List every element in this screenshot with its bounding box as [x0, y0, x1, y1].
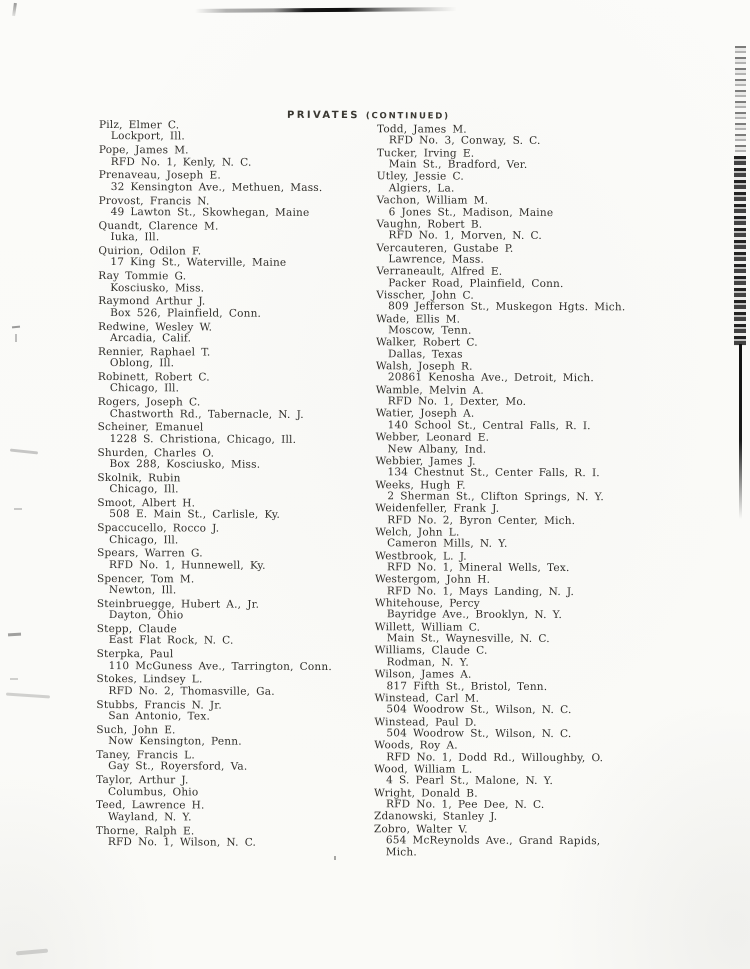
roster-entry: [375, 575, 720, 599]
entry-name: Zdanowski, Stanley J.: [373, 810, 498, 824]
roster-entry: [374, 788, 719, 812]
entry-name: Weeks, Hugh F.: [375, 478, 466, 492]
entry-name: Weidenfeller, Frank J.: [375, 502, 500, 515]
roster-entry: [98, 397, 390, 421]
entry-name: Wright, Donald B.: [374, 786, 478, 800]
entry-name: Spears, Warren G.: [97, 547, 203, 560]
entry-name: Visscher, John C.: [376, 289, 474, 302]
entry-name: Webbier, James J.: [375, 455, 476, 468]
entry-address-line: Mich.: [385, 845, 417, 858]
entry-name: Vercauteren, Gustabe P.: [376, 241, 514, 255]
roster-entry: [98, 221, 390, 245]
entry-name: Winstead, Carl M.: [374, 692, 480, 705]
entry-name: Whitehouse, Percy: [374, 597, 480, 610]
entry-address-line: 134 Chestnut St., Center Falls, R. I.: [387, 466, 600, 480]
entry-address-line: Box 288, Kosciusko, Miss.: [109, 458, 261, 471]
entry-address-line: Main St., Waynesville, N. C.: [386, 632, 550, 646]
roster-entry: [375, 551, 720, 575]
roster-entry: [97, 448, 389, 472]
entry-address-line: Lockport, Ill.: [110, 130, 185, 143]
entry-name: Todd, James M.: [376, 123, 467, 136]
entry-name: Spencer, Tom M.: [96, 572, 195, 586]
entry-address-line: 20861 Kenosha Ave., Detroit, Mich.: [387, 371, 594, 385]
roster-entry: [99, 145, 391, 169]
roster-entry: [377, 124, 722, 148]
entry-name: Taney, Francis L.: [96, 749, 195, 762]
entry-address-line: Kosciusko, Miss.: [110, 281, 205, 295]
entry-address-line: East Flat Rock, N. C.: [108, 634, 234, 648]
entry-name: Westbrook, L. J.: [375, 549, 467, 563]
entry-name: Tucker, Irving E.: [376, 146, 475, 160]
roster-entry: [99, 170, 391, 194]
entry-name: Stokes, Lindsey L.: [96, 673, 203, 686]
roster-entry: [374, 740, 719, 764]
entry-address-line: Moscow, Tenn.: [388, 324, 472, 337]
roster-entry: [96, 674, 388, 698]
entry-name: Wamble, Melvin A.: [375, 383, 484, 397]
entry-name: Stepp, Claude: [96, 623, 178, 636]
entry-address-line: 1228 S. Christiona, Chicago, Ill.: [109, 432, 297, 446]
entry-name: Shurden, Charles O.: [97, 446, 215, 460]
entry-address-line: Bayridge Ave., Brooklyn, N. Y.: [386, 608, 563, 622]
roster-entry: [98, 271, 390, 295]
entry-address-line: Main St., Bradford, Ver.: [388, 158, 528, 171]
roster-column-left: [96, 120, 391, 852]
entry-name: Vaughn, Robert B.: [376, 218, 483, 231]
roster-entry: [376, 385, 721, 409]
entry-name: Rennier, Raphael T.: [97, 345, 211, 359]
roster-entry: [97, 624, 389, 648]
roster-entry: [377, 148, 722, 172]
entry-address-line: New Albany, Ind.: [387, 442, 487, 456]
entry-address-line: 504 Woodrow St., Wilson, N. C.: [386, 727, 572, 741]
entry-name: Rogers, Joseph C.: [97, 396, 201, 409]
entry-name: Williams, Claude C.: [374, 644, 488, 658]
roster-entry: [376, 338, 721, 362]
roster-entry: [97, 523, 389, 547]
roster-entry: [98, 296, 390, 320]
entry-address-line: RFD No. 1, Dodd Rd., Willoughby, O.: [386, 750, 604, 764]
roster-entry: [375, 646, 720, 670]
entry-address-line: Dayton, Ohio: [108, 609, 184, 622]
entry-address-line: RFD No. 1, Hunnewell, Ky.: [109, 558, 266, 572]
roster-entry: [96, 725, 388, 749]
entry-address-line: 817 Fifth St., Bristol, Tenn.: [386, 679, 548, 693]
entry-name: Such, John E.: [96, 723, 176, 737]
entry-name: Steinbruegge, Hubert A., Jr.: [96, 597, 260, 611]
entry-name: Walsh, Joseph R.: [375, 360, 473, 373]
entry-name: Watier, Joseph A.: [375, 407, 475, 421]
roster-entry: [375, 669, 720, 693]
entry-address-line: RFD No. 1, Wilson, N. C.: [107, 836, 257, 849]
entry-name: Utley, Jessie C.: [376, 170, 464, 183]
entry-address-line: Oblong, Ill.: [109, 357, 175, 370]
entry-address-line: 49 Lawton St., Skowhegan, Maine: [110, 206, 310, 219]
entry-address-line: 17 King St., Waterville, Maine: [110, 256, 287, 270]
entry-name: Westergom, John H.: [374, 573, 491, 587]
roster-entry: [374, 824, 719, 860]
entry-name: Robinett, Robert C.: [97, 371, 210, 384]
entry-name: Willett, William C.: [374, 620, 481, 634]
entry-name: Scheiner, Emanuel: [97, 421, 204, 434]
roster-entry: [97, 649, 389, 673]
entry-name: Prenaveau, Joseph E.: [98, 169, 221, 182]
roster-entry: [97, 599, 389, 623]
roster-entry: [376, 361, 721, 385]
entry-name: Welch, John L.: [375, 526, 460, 539]
roster-entry: [98, 322, 390, 346]
roster-entry: [375, 598, 720, 622]
entry-address-line: Columbus, Ohio: [108, 785, 199, 799]
entry-address-line: Packer Road, Plainfield, Conn.: [388, 276, 564, 290]
entry-name: Redwine, Wesley W.: [98, 320, 213, 334]
entry-name: Teed, Lawrence H.: [95, 799, 205, 812]
entry-address-line: 809 Jefferson St., Muskegon Hgts. Mich.: [388, 300, 626, 314]
entry-name: Pilz, Elmer C.: [98, 118, 180, 132]
entry-name: Pope, James M.: [98, 144, 189, 157]
entry-address-line: RFD No. 1, Mineral Wells, Tex.: [387, 561, 570, 575]
entry-name: Wood, William L.: [374, 763, 473, 776]
entry-name: Zobro, Walter V.: [373, 822, 468, 836]
roster-entry: [374, 693, 719, 717]
entry-address-line: Rodman, N. Y.: [386, 656, 469, 669]
entry-name: Sterpka, Paul: [96, 648, 174, 661]
roster-entry: [376, 314, 721, 338]
entry-address-line: Algiers, La.: [388, 182, 455, 195]
entry-address-line: RFD No. 2, Byron Center, Mich.: [387, 513, 576, 527]
entry-address-line: 654 McReynolds Ave., Grand Rapids,: [385, 834, 601, 848]
roster-entry: [377, 172, 722, 196]
entry-name: Taylor, Arthur J.: [96, 774, 189, 787]
entry-address-line: Gay St., Royersford, Va.: [108, 760, 248, 774]
entry-address-line: Chicago, Ill.: [109, 483, 179, 496]
entry-address-line: Dallas, Texas: [387, 347, 463, 361]
entry-name: Raymond Arthur J.: [98, 295, 206, 308]
roster-entry: [98, 347, 390, 371]
roster-entry: [99, 120, 391, 144]
roster-entry: [375, 527, 720, 551]
entry-name: Skolnik, Rubin: [97, 471, 181, 485]
entry-address-line: San Antonio, Tex.: [108, 710, 211, 723]
roster-entry: [376, 219, 721, 243]
roster-entry: [98, 422, 390, 446]
entry-address-line: RFD No. 1, Dexter, Mo.: [387, 395, 527, 409]
entry-name: Stubbs, Francis N. Jr.: [96, 698, 222, 712]
entry-address-line: RFD No. 2, Thomasville, Ga.: [108, 684, 275, 698]
entry-address-line: RFD No. 1, Pee Dee, N. C.: [385, 798, 545, 812]
entry-name: Ray Tommie G.: [98, 270, 187, 283]
entry-address-line: 4 S. Pearl St., Malone, N. Y.: [386, 774, 554, 788]
page-title: [287, 103, 450, 123]
roster-entry: [376, 290, 721, 314]
entry-name: Thorne, Ralph E.: [95, 824, 195, 838]
roster-entry: [97, 548, 389, 572]
roster-entry: [97, 498, 389, 522]
entry-name: Wilson, James A.: [374, 668, 472, 681]
entry-name: Winstead, Paul D.: [374, 715, 477, 729]
entry-address-line: Iuka, Ill.: [110, 231, 160, 244]
entry-name: Vachon, William M.: [376, 194, 489, 207]
entry-address-line: Cameron Mills, N. Y.: [387, 537, 508, 551]
entry-name: Quirion, Odilon F.: [98, 245, 202, 258]
page-title-continued: (CONTINUED): [365, 111, 450, 122]
roster-entry: [377, 195, 722, 219]
roster-entry: [375, 503, 720, 527]
entry-address-line: Newton, Ill.: [108, 584, 177, 597]
roster-entry: [375, 480, 720, 504]
roster-entry: [376, 243, 721, 267]
entry-address-line: Now Kensington, Penn.: [108, 735, 242, 748]
entry-address-line: 140 School St., Central Falls, R. I.: [387, 419, 591, 432]
entry-name: Provost, Francis N.: [98, 194, 210, 208]
roster-entry: [376, 266, 721, 290]
roster-entry: [98, 372, 390, 396]
entry-address-line: RFD No. 3, Conway, S. C.: [388, 134, 541, 148]
entry-address-line: RFD No. 1, Mays Landing, N. J.: [386, 585, 575, 598]
roster-entry: [96, 700, 388, 724]
entry-name: Walker, Robert C.: [376, 336, 478, 349]
entry-name: Smoot, Albert H.: [97, 497, 196, 510]
entry-address-line: Chastworth Rd., Tabernacle, N. J.: [109, 407, 304, 421]
roster-entry: [96, 750, 388, 774]
entry-name: Webber, Leonard E.: [375, 431, 490, 444]
entry-name: Wade, Ellis M.: [376, 312, 461, 326]
roster-entry: [96, 775, 388, 799]
roster-entry: [97, 574, 389, 598]
entry-address-line: Chicago, Ill.: [109, 382, 180, 395]
entry-address-line: 32 Kensington Ave., Methuen, Mass.: [110, 180, 323, 194]
entry-name: Woods, Roy A.: [374, 739, 458, 752]
entry-address-line: Arcadia, Calif.: [110, 332, 192, 345]
entry-address-line: 6 Jones St., Madison, Maine: [388, 205, 554, 219]
roster-entry: [376, 409, 721, 433]
entry-address-line: 110 McGuness Ave., Tarrington, Conn.: [108, 659, 332, 673]
entry-address-line: RFD No. 1, Morven, N. C.: [388, 229, 542, 243]
roster-entry: [374, 764, 719, 788]
roster-entry: [375, 456, 720, 480]
entry-address-line: Box 526, Plainfield, Conn.: [110, 306, 262, 320]
entry-address-line: Chicago, Ill.: [109, 533, 179, 547]
roster-entry: [96, 826, 388, 850]
entry-address-line: RFD No. 1, Kenly, N. C.: [110, 155, 252, 169]
entry-name: Verraneault, Alfred E.: [376, 265, 503, 278]
roster-entry: [375, 622, 720, 646]
entry-address-line: 2 Sherman St., Clifton Springs, N. Y.: [387, 490, 604, 504]
roster-entry: [96, 800, 388, 824]
entry-name: Spaccucello, Rocco J.: [97, 522, 220, 535]
entry-address-line: Wayland, N. Y.: [107, 810, 192, 824]
roster-entry: [374, 717, 719, 741]
roster-entry: [97, 473, 389, 497]
roster-entry: [98, 246, 390, 270]
entry-address-line: 504 Woodrow St., Wilson, N. C.: [386, 703, 572, 717]
roster-column-right: [374, 124, 722, 860]
entry-address-line: Lawrence, Mass.: [388, 253, 485, 266]
page-title-main: PRIVATES: [286, 109, 360, 122]
roster-entry: [99, 196, 391, 220]
entry-address-line: 508 E. Main St., Carlisle, Ky.: [109, 508, 281, 522]
entry-name: Quandt, Clarence M.: [98, 219, 219, 233]
roster-entry: [376, 432, 721, 456]
